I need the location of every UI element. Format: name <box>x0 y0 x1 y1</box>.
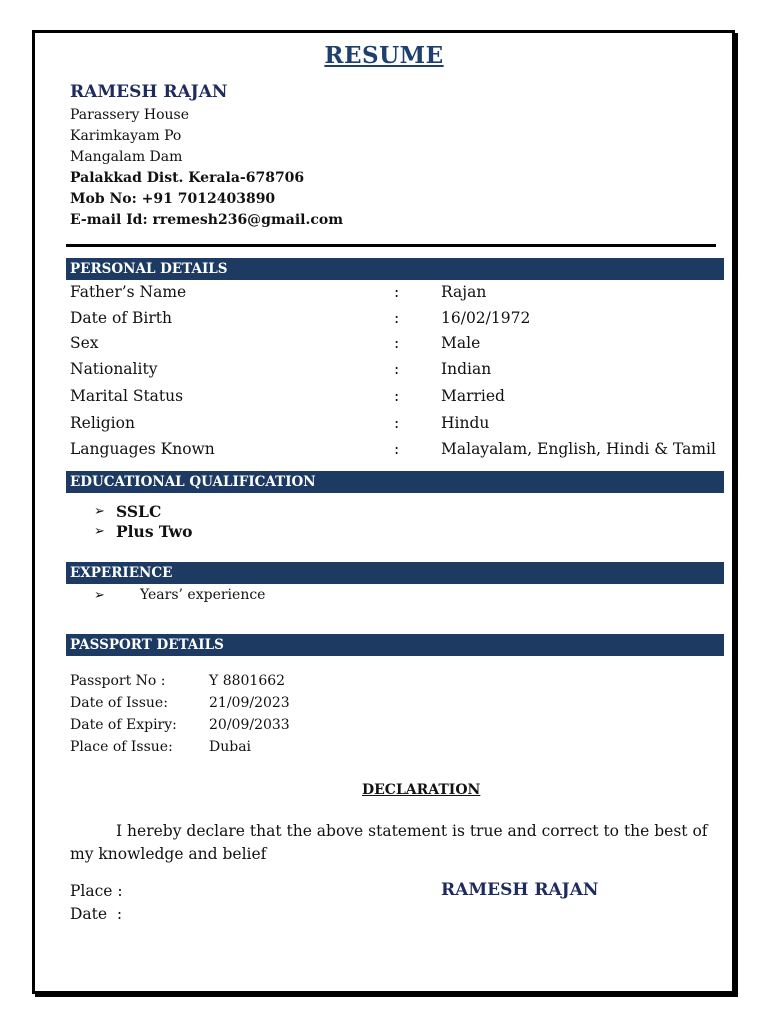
personal-label: Date of Birth <box>70 309 172 327</box>
personal-value: Indian <box>441 360 492 378</box>
education-item: Plus Two <box>116 522 193 541</box>
personal-value: 16/02/1972 <box>441 309 531 327</box>
arrow-bullet-icon: ➢ <box>94 524 105 539</box>
passport-label: Passport No : <box>70 673 166 689</box>
personal-value: Male <box>441 334 481 352</box>
personal-separator: : <box>394 360 400 378</box>
candidate-name: RAMESH RAJAN <box>70 82 228 102</box>
passport-label: Date of Issue: <box>70 695 168 711</box>
date-label: Date : <box>70 905 123 923</box>
passport-value: 20/09/2033 <box>209 717 290 733</box>
education-item: SSLC <box>116 502 162 521</box>
address-line: Karimkayam Po <box>70 128 182 144</box>
personal-separator: : <box>394 440 400 458</box>
address-line: Parassery House <box>70 107 190 123</box>
personal-value: Hindu <box>441 414 490 432</box>
declaration-heading: DECLARATION <box>362 782 481 798</box>
section-header-education: EDUCATIONAL QUALIFICATION <box>66 471 724 493</box>
experience-item: Years’ experience <box>140 587 266 603</box>
mobile-number: Mob No: +91 7012403890 <box>70 191 276 207</box>
address-line: Mangalam Dam <box>70 149 183 165</box>
arrow-bullet-icon: ➢ <box>94 588 105 603</box>
passport-value: 21/09/2023 <box>209 695 290 711</box>
section-header-personal: PERSONAL DETAILS <box>66 258 724 280</box>
personal-separator: : <box>394 334 400 352</box>
resume-title: RESUME <box>324 42 444 69</box>
personal-separator: : <box>394 309 400 327</box>
personal-separator: : <box>394 387 400 405</box>
email-address: E-mail Id: rremesh236@gmail.com <box>70 212 344 228</box>
passport-label: Place of Issue: <box>70 739 173 755</box>
passport-value: Dubai <box>209 739 252 755</box>
arrow-bullet-icon: ➢ <box>94 504 105 519</box>
personal-label: Religion <box>70 414 135 432</box>
section-header-passport: PASSPORT DETAILS <box>66 634 724 656</box>
declaration-text: I hereby declare that the above statement is true and correct to the best of my knowledge and belief <box>70 822 708 863</box>
personal-label: Marital Status <box>70 387 184 405</box>
section-header-experience: EXPERIENCE <box>66 562 724 584</box>
personal-separator: : <box>394 283 400 301</box>
personal-value: Malayalam, English, Hindi & Tamil <box>441 440 716 458</box>
header-divider <box>66 244 716 247</box>
personal-value: Married <box>441 387 505 405</box>
personal-value: Rajan <box>441 283 487 301</box>
passport-value: Y 8801662 <box>209 673 286 689</box>
passport-label: Date of Expiry: <box>70 717 177 733</box>
address-district: Palakkad Dist. Kerala-678706 <box>70 170 305 186</box>
personal-label: Languages Known <box>70 440 215 458</box>
personal-label: Father’s Name <box>70 283 187 301</box>
personal-separator: : <box>394 414 400 432</box>
signature-name: RAMESH RAJAN <box>441 880 599 900</box>
place-label: Place : <box>70 882 123 900</box>
personal-label: Sex <box>70 334 99 352</box>
personal-label: Nationality <box>70 360 158 378</box>
